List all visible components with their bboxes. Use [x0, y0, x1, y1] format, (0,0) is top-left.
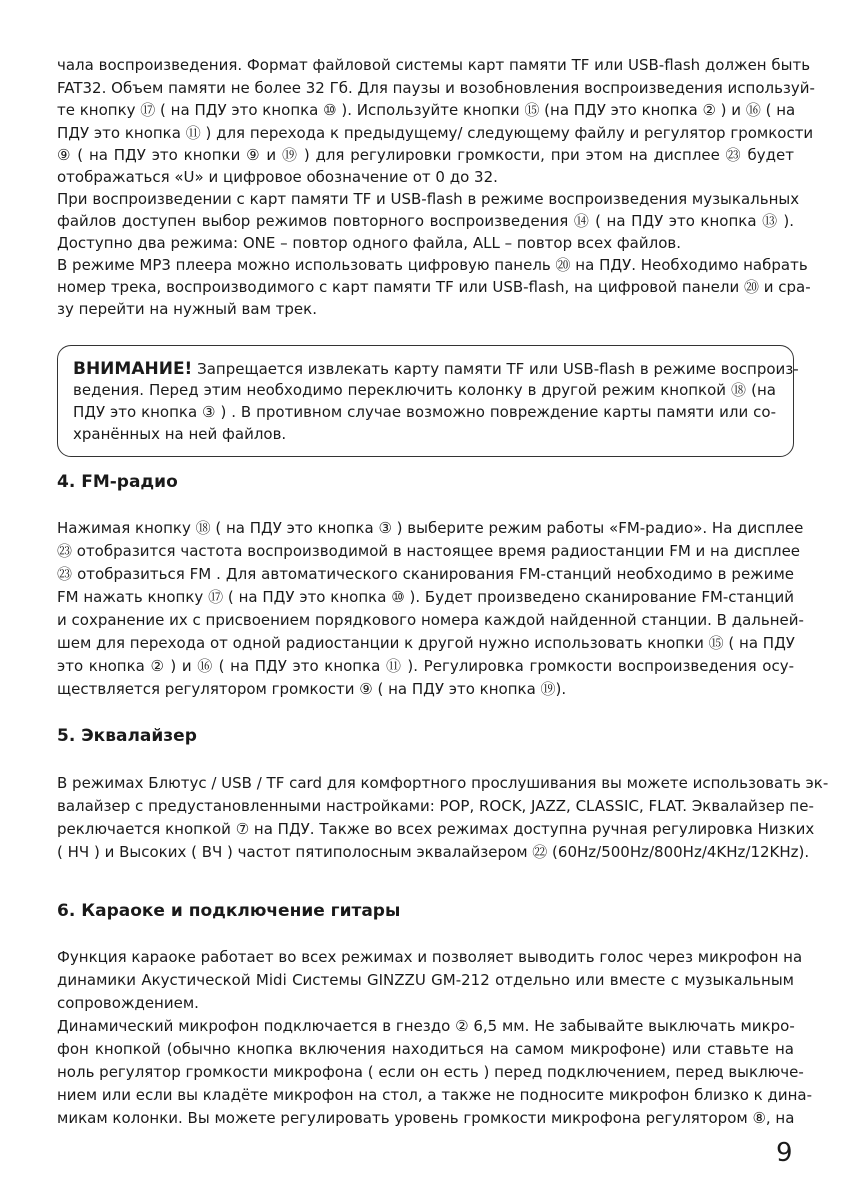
- body-line: те кнопку ⑰ ( на ПДУ это кнопка ⑩ ). Используйте кнопки ⑮ (на ПДУ это кнопка ② ) и ⑯ ( на: [57, 101, 796, 119]
- body-line: Динамический микрофон подключается в гнездо ② 6,5 мм. Не забывайте выключать микро-: [57, 1017, 795, 1035]
- body-line: сопровождением.: [57, 994, 199, 1012]
- body-line: FAT32. Объем памяти не более 32 Гб. Для паузы и возобновления воспроизведения используй-: [57, 79, 815, 97]
- body-line: ществляется регулятором громкости ⑨ ( на ПДУ это кнопка ⑲).: [57, 680, 567, 698]
- body-line: шем для перехода от одной радиостанции к другой нужно использовать кнопки ⑮ ( на ПДУ: [57, 634, 795, 652]
- warning-line: хранённых на ней файлов.: [73, 425, 287, 443]
- body-line: ⑨ ( на ПДУ это кнопки ⑨ и ⑲ ) для регулировки громкости, при этом на дисплее ㉓ будет: [57, 146, 794, 164]
- body-line: чала воспроизведения. Формат файловой системы карт памяти TF или USB-flash должен быть: [57, 56, 811, 74]
- body-line: В режимах Блютус / USB / TF card для комфортного прослушивания вы можете использовать эк-: [57, 774, 829, 792]
- section-heading: 5. Эквалайзер: [57, 726, 197, 746]
- body-line: ( НЧ ) и Высоких ( ВЧ ) частот пятиполосным эквалайзером ㉒ (60Hz/500Hz/800Hz/4KHz/12KHz).: [57, 843, 810, 861]
- body-line: микам колонки. Вы можете регулировать уровень громкости микрофона регулятором ⑧, на: [57, 1109, 795, 1127]
- body-line: реключается кнопкой ⑦ на ПДУ. Также во всех режимах доступна ручная регулировка Низких: [57, 820, 815, 838]
- body-line: зу перейти на нужный вам трек.: [57, 300, 317, 318]
- warning-label: ВНИМАНИЕ!: [73, 359, 193, 379]
- body-line: Функция караоке работает во всех режимах и позволяет выводить голос через микрофон на: [57, 948, 803, 966]
- warning-line: ведения. Перед этим необходимо переключить колонку в другой режим кнопкой ⑱ (на: [73, 381, 776, 399]
- body-line: это кнопка ② ) и ⑯ ( на ПДУ это кнопка ⑪ ). Регулировка громкости воспроизведения осу-: [57, 657, 794, 675]
- body-line: Нажимая кнопку ⑱ ( на ПДУ это кнопка ③ ) выберите режим работы «FM-радио». На дисплее: [57, 519, 804, 537]
- body-line: ПДУ это кнопка ⑪ ) для перехода к предыдущему/ следующему файлу и регулятор громкости: [57, 124, 814, 142]
- warning-text: Запрещается извлекать карту памяти TF или USB-flash в режиме воспроиз-: [192, 360, 799, 378]
- body-line: файлов доступен выбор режимов повторного воспроизведения ⑭ ( на ПДУ это кнопка ⑬ ).: [57, 212, 794, 230]
- body-line: FM нажать кнопку ⑰ ( на ПДУ это кнопка ⑩ ). Будет произведено сканирование FM-станций: [57, 588, 794, 606]
- body-line: фон кнопкой (обычно кнопка включения находиться на самом микрофоне) или ставьте на: [57, 1040, 794, 1058]
- body-line: валайзер с предустановленными настройками: POP, ROCK, JAZZ, CLASSIC, FLAT. Эквалайзер пе-: [57, 797, 814, 815]
- warning-callout: [57, 345, 799, 457]
- body-line: и сохранение их с присвоением порядкового номера каждой найденной станции. В дальней-: [57, 611, 804, 629]
- body-line: При воспроизведении с карт памяти TF и USB-flash в режиме воспроизведения музыкальных: [57, 190, 800, 208]
- body-line: нием или если вы кладёте микрофон на стол, а также не подносите микрофон близко к дина-: [57, 1086, 813, 1104]
- body-line: ноль регулятор громкости микрофона ( если он есть ) перед подключением, перед выключе-: [57, 1063, 804, 1081]
- section-heading: 4. FM-радио: [57, 472, 178, 492]
- body-line: ㉓ отобразиться FM . Для автоматического сканирования FM-станций необходимо в режиме: [57, 565, 794, 583]
- section-heading: 6. Караоке и подключение гитары: [57, 901, 401, 921]
- warning-first-line: [73, 359, 799, 379]
- body-line: отображаться «U» и цифровое обозначение от 0 до 32.: [57, 168, 498, 186]
- body-line: Доступно два режима: ONE – повтор одного файла, ALL – повтор всех файлов.: [57, 234, 681, 252]
- body-line: динамики Акустической Midi Системы GINZZU GM-212 отдельно или вместе с музыкальным: [57, 971, 794, 989]
- body-line: В режиме MP3 плеера можно использовать цифровую панель ⑳ на ПДУ. Необходимо набрать: [57, 256, 808, 274]
- warning-line: ПДУ это кнопка ③ ) . В противном случае возможно повреждение карты памяти или со-: [73, 403, 776, 421]
- body-line: ㉓ отобразится частота воспроизводимой в настоящее время радиостанции FM и на дисплее: [57, 542, 801, 560]
- page-number: 9: [776, 1138, 793, 1168]
- body-line: номер трека, воспроизводимого с карт памяти TF или USB-flash, на цифровой панели ⑳ и сра-: [57, 278, 811, 296]
